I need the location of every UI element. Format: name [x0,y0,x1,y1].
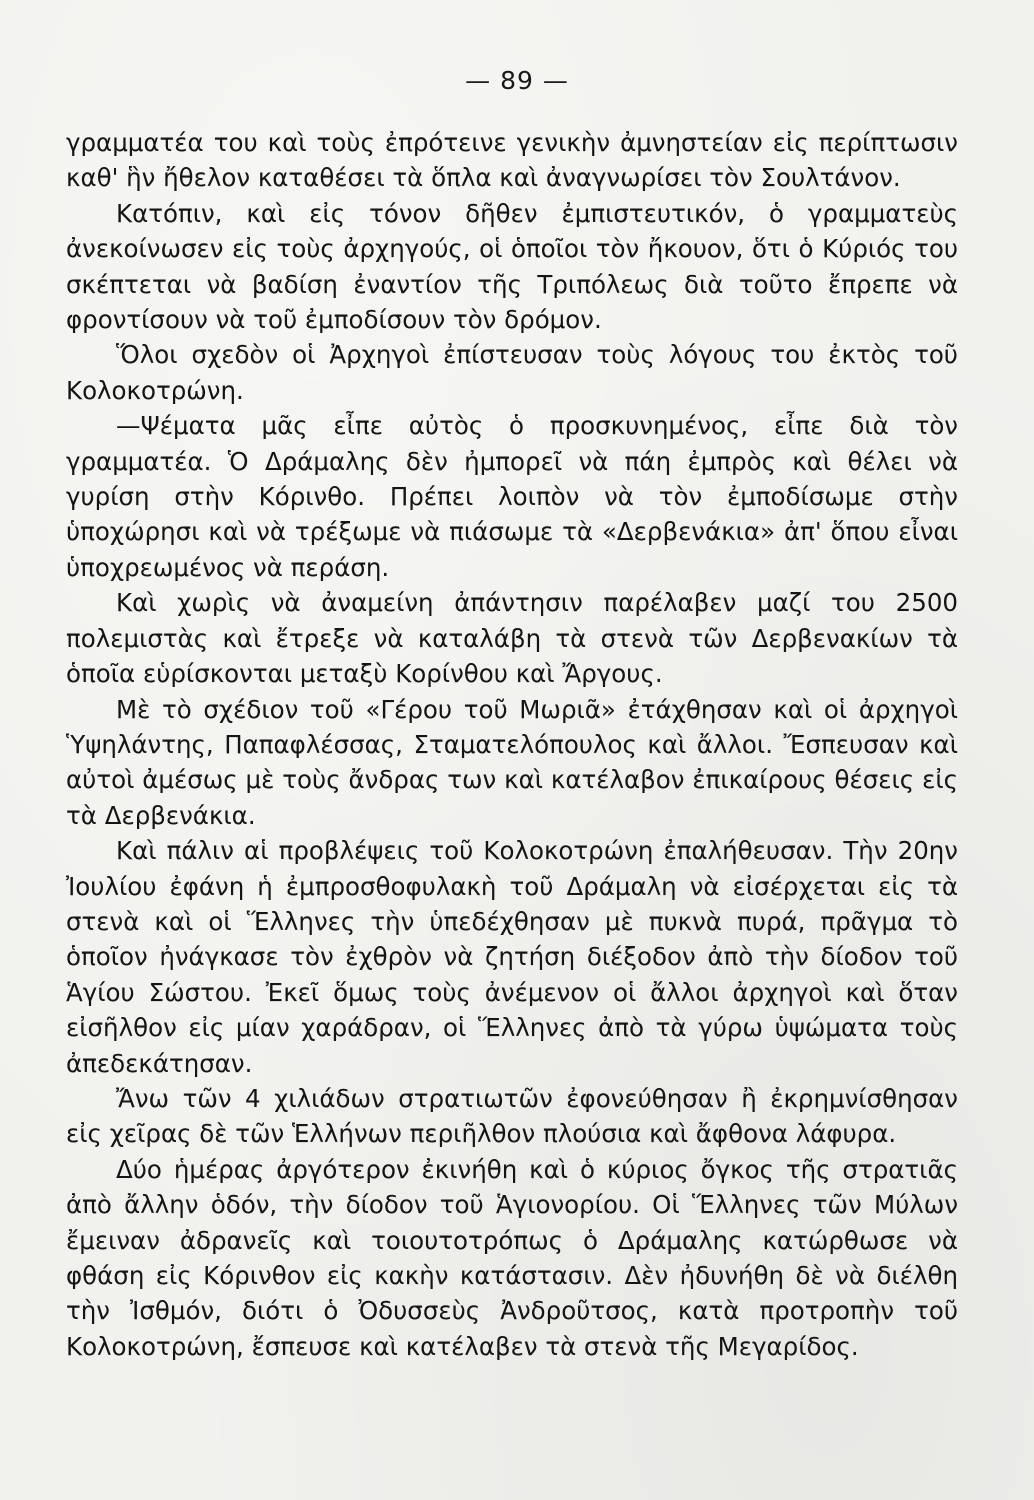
paragraph-8: Ἄνω τῶν 4 χιλιάδων στρατιωτῶν ἐφονεύθησαν ἢ ἐκρημνίσθησαν εἰς χεῖρας δὲ τῶν Ἑλλήνων περιῆλθον πλούσια καὶ ἄφθονα λάφυρα. [66,1083,958,1149]
paragraph-3: Ὅλοι σχεδὸν οἱ Ἀρχηγοὶ ἐπίστευσαν τοὺς λόγους του ἐκτὸς τοῦ Κολοκοτρώνη. [66,340,958,405]
paragraph-4: —Ψέματα μᾶς εἶπε αὐτὸς ὁ προσκυνημένος, εἶπε διὰ τὸν γραμματέα. Ὁ Δράμαλης δὲν ἠμπορεῖ νὰ πάη ἐμπρὸς καὶ θέλει νὰ γυρίση στὴν Κόρινθο. Πρέπει λοιπὸν νὰ τὸν ἐμποδίσωμε στὴν ὑποχώρησι καὶ νὰ τρέξωμε νὰ πιάσωμε τὰ «Δερβενάκια» ἀπ' ὅπου εἶναι ὑποχρεωμένος νὰ περάση. [66,411,958,582]
paragraph-6: Μὲ τὸ σχέδιον τοῦ «Γέρου τοῦ Μωριᾶ» ἐτάχθησαν καὶ οἱ ἀρχηγοὶ Ὑψηλάντης, Παπαφλέσσας, Σταματελόπουλος καὶ ἄλλοι. Ἔσπευσαν καὶ αὐτοὶ ἀμέσως μὲ τοὺς ἄνδρας των καὶ κατέλαβον ἐπικαίρους θέσεις εἰς τὰ Δερβενάκια. [66,694,958,830]
body-text [66,125,958,1364]
paragraph-2: Κατόπιν, καὶ εἰς τόνον δῆθεν ἐμπιστευτικόν, ὁ γραμματεὺς ἀνεκοίνωσεν εἰς τοὺς ἀρχηγούς, οἱ ὁποῖοι τὸν ἤκουον, ὅτι ὁ Κύριός του σκέπτεται νὰ βαδίση ἐναντίον τῆς Τριπόλεως διὰ τοῦτο ἔπρεπε νὰ φροντίσουν νὰ τοῦ ἐμποδίσουν τὸν δρόμον. [66,198,958,335]
paragraph-1: γραμματέα του καὶ τοὺς ἐπρότεινε γενικὴν ἀμνηστείαν εἰς περίπτωσιν καθ' ἣν ἤθελον καταθέσει τὰ ὅπλα καὶ ἀναγνωρίσει τὸν Σουλτάνον. [66,128,958,193]
page-number: — 89 — [465,66,569,95]
paragraph-9: Δύο ἡμέρας ἀργότερον ἐκινήθη καὶ ὁ κύριος ὄγκος τῆς στρατιᾶς ἀπὸ ἄλλην ὁδόν, τὴν δίοδον τοῦ Ἁγιονορίου. Οἱ Ἕλληνες τῶν Μύλων ἔμειναν ἀδρανεῖς καὶ τοιουτοτρόπως ὁ Δράμαλης κατώρθωσε νὰ φθάση εἰς Κόρινθον εἰς κακὴν κατάστασιν. Δὲν ἠδυνήθη δὲ νὰ διέλθη τὴν Ἰσθμόν, διότι ὁ Ὀδυσσεὺς Ἀνδροῦτσος, κατὰ προτροπὴν τοῦ Κολοκοτρώνη, ἔσπευσε καὶ κατέλαβεν τὰ στενὰ τῆς Μεγαρίδος. [66,1154,958,1361]
paragraph-7: Καὶ πάλιν αἱ προβλέψεις τοῦ Κολοκοτρώνη ἐπαλήθευσαν. Τὴν 20ην Ἰουλίου ἐφάνη ἡ ἐμπροσθοφυλακὴ τοῦ Δράμαλη νὰ εἰσέρχεται εἰς τὰ στενὰ καὶ οἱ Ἕλληνες τὴν ὑπεδέχθησαν μὲ πυκνὰ πυρά, πρᾶγμα τὸ ὁποῖον ἠνάγκασε τὸν ἐχθρὸν νὰ ζητήση διέξοδον ἀπὸ τὴν δίοδον τοῦ Ἁγίου Σώστου. Ἐκεῖ ὅμως τοὺς ἀνέμενον οἱ ἄλλοι ἀρχηγοὶ καὶ ὅταν εἰσῆλθον εἰς μίαν χαράδραν, οἱ Ἕλληνες ἀπὸ τὰ γύρω ὑψώματα τοὺς ἀπεδεκάτησαν. [66,836,958,1078]
paragraph-5: Καὶ χωρὶς νὰ ἀναμείνη ἀπάντησιν παρέλαβεν μαζί του 2500 πολεμιστὰς καὶ ἔτρεξε νὰ καταλάβη τὰ στενὰ τῶν Δερβενακίων τὰ ὁποῖα εὑρίσκονται μεταξὺ Κορίνθου καὶ Ἄργους. [66,588,958,689]
